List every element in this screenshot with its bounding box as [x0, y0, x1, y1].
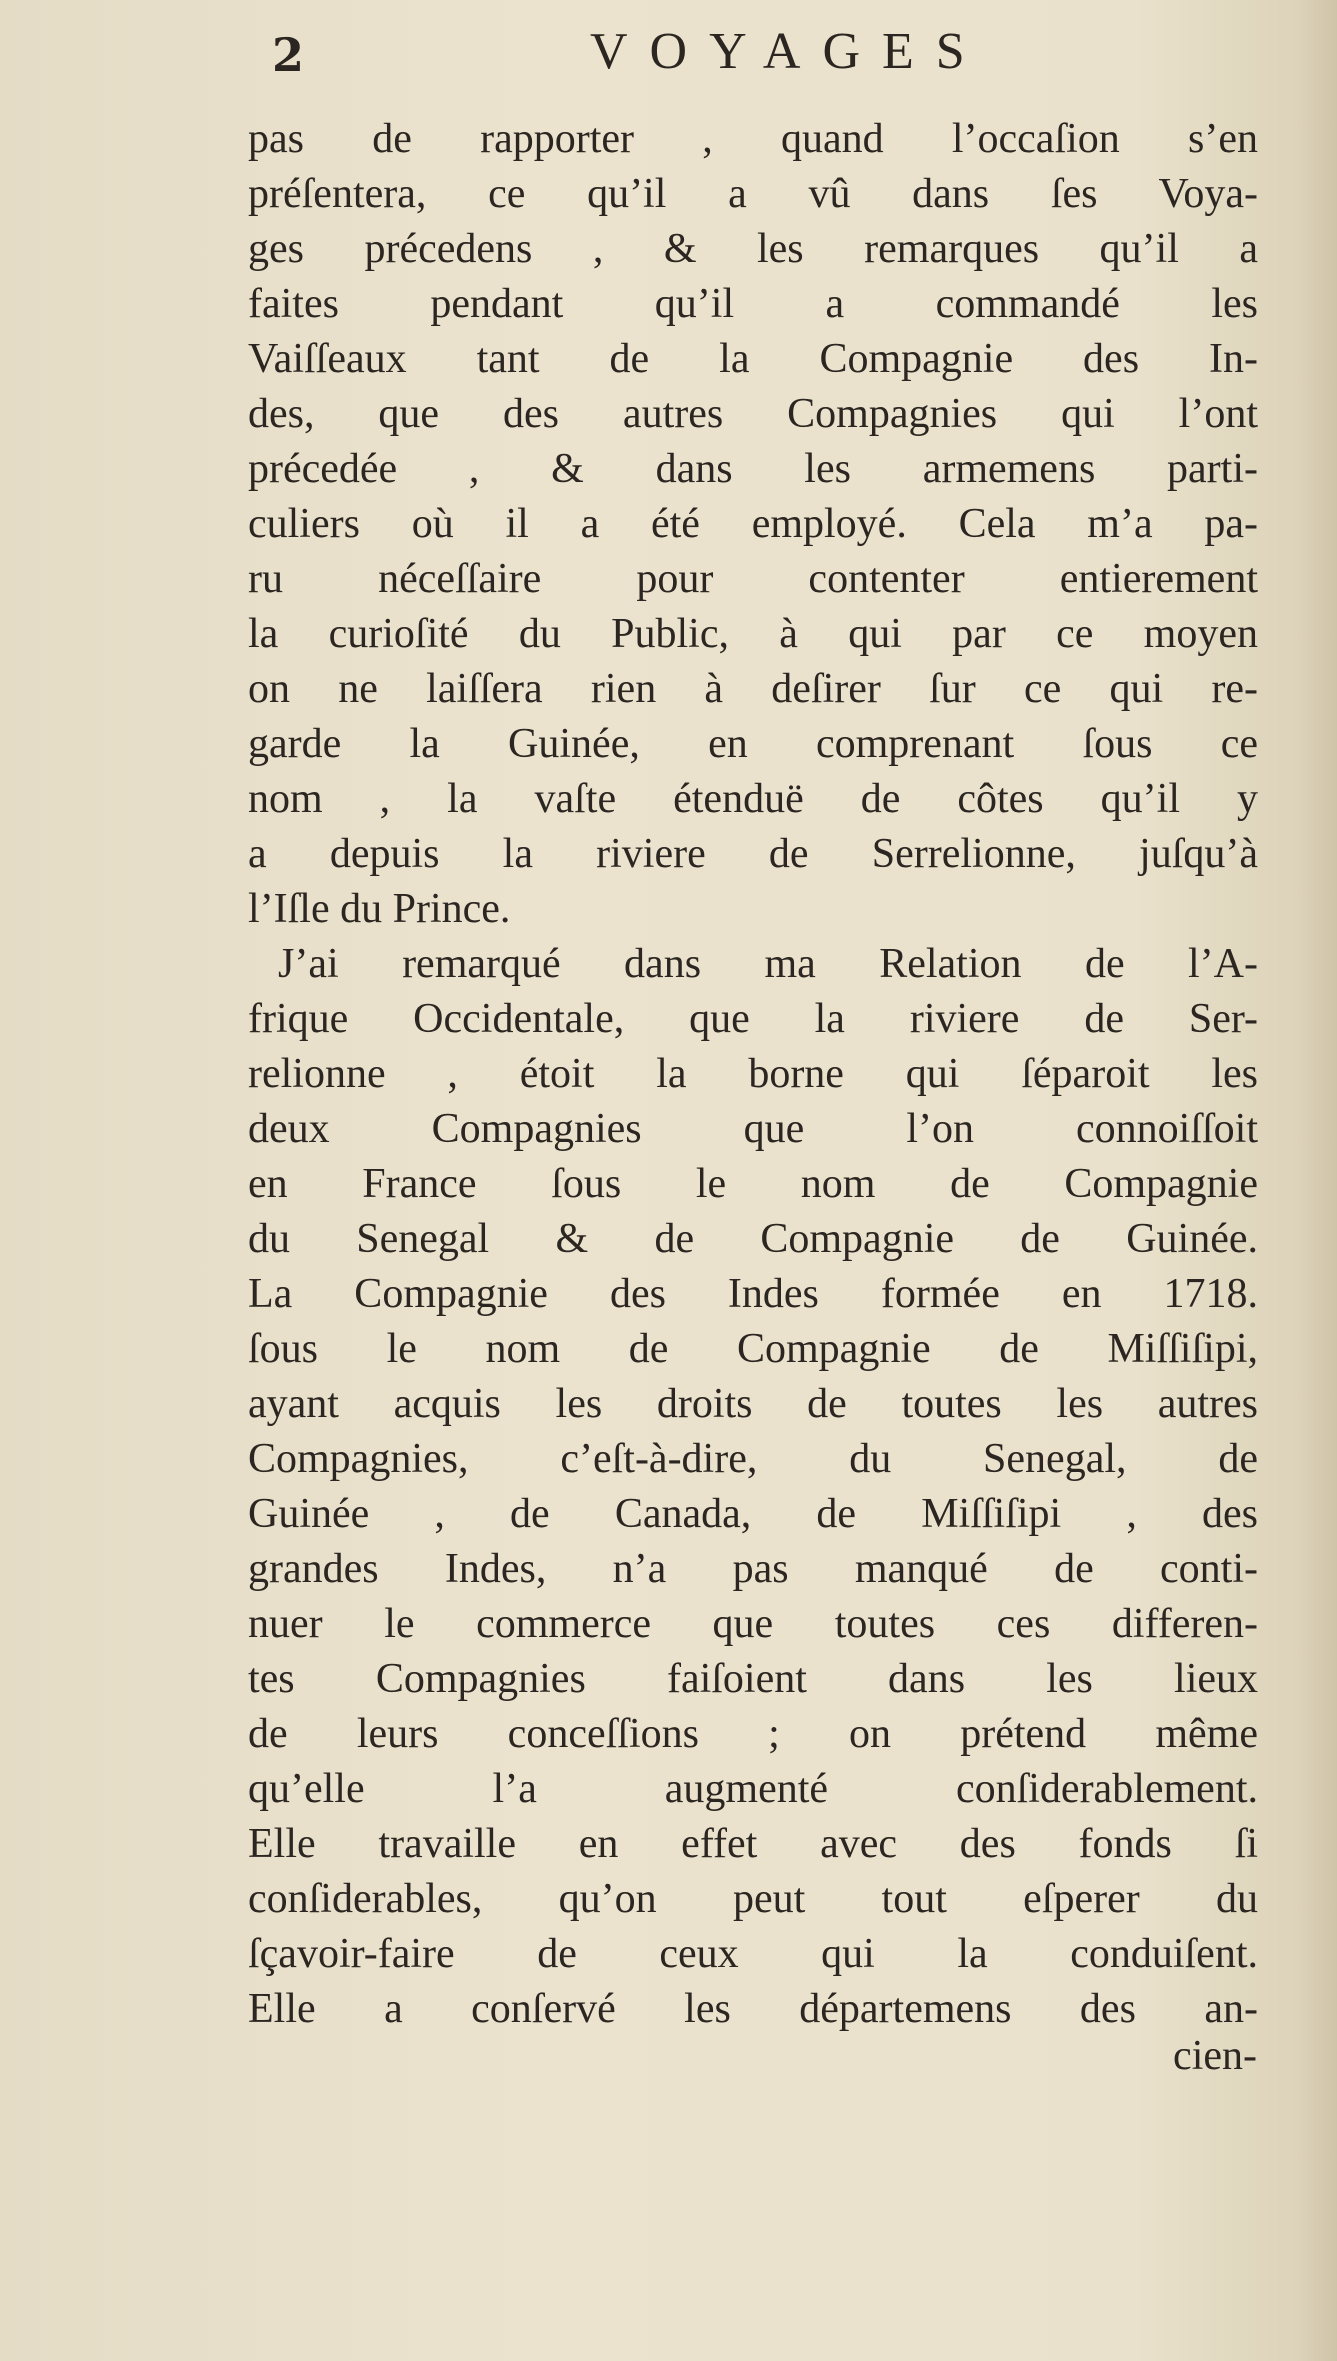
- text-line: ru néceſſaire pour contenter entierement: [248, 556, 1258, 602]
- catchword: cien-: [1173, 2033, 1257, 2079]
- text-line: nom , la vaſte étenduë de côtes qu’il y: [248, 776, 1258, 822]
- text-line: Elle a conſervé les départemens des an-: [248, 1986, 1258, 2032]
- text-line: J’ai remarqué dans ma Relation de l’A-: [278, 941, 1258, 987]
- text-line: en France ſous le nom de Compagnie: [248, 1161, 1258, 1207]
- text-line: préſentera, ce qu’il a vû dans ſes Voya-: [248, 171, 1258, 217]
- text-line: frique Occidentale, que la riviere de Ser-: [248, 996, 1258, 1042]
- text-line: ſous le nom de Compagnie de Miſſiſipi,: [248, 1326, 1258, 1372]
- text-line: nuer le commerce que toutes ces differen-: [248, 1601, 1258, 1647]
- page-number: 2: [272, 28, 305, 82]
- text-line: grandes Indes, n’a pas manqué de conti-: [248, 1546, 1258, 1592]
- text-line: des, que des autres Compagnies qui l’ont: [248, 391, 1258, 437]
- text-line: du Senegal & de Compagnie de Guinée.: [248, 1216, 1258, 1262]
- text-line: Compagnies, c’eſt-à-dire, du Senegal, de: [248, 1436, 1258, 1482]
- text-line: relionne , étoit la borne qui ſéparoit les: [248, 1051, 1258, 1097]
- text-line: conſiderables, qu’on peut tout eſperer du: [248, 1876, 1258, 1922]
- text-line: Vaiſſeaux tant de la Compagnie des In-: [248, 336, 1258, 382]
- text-line: ayant acquis les droits de toutes les autres: [248, 1381, 1258, 1427]
- text-line: La Compagnie des Indes formée en 1718.: [248, 1271, 1258, 1317]
- text-line: ſçavoir-faire de ceux qui la conduiſent.: [248, 1931, 1258, 1977]
- text-line: l’Iſle du Prince.: [248, 886, 511, 932]
- text-line: a depuis la riviere de Serrelionne, juſqu’à: [248, 831, 1258, 877]
- text-line: de leurs conceſſions ; on prétend même: [248, 1711, 1258, 1757]
- text-line: Guinée , de Canada, de Miſſiſipi , des: [248, 1491, 1258, 1537]
- text-line: deux Compagnies que l’on connoiſſoit: [248, 1106, 1258, 1152]
- text-line: précedée , & dans les armemens parti-: [248, 446, 1258, 492]
- text-line: tes Compagnies faiſoient dans les lieux: [248, 1656, 1258, 1702]
- text-line: on ne laiſſera rien à deſirer ſur ce qui re-: [248, 666, 1258, 712]
- text-line: culiers où il a été employé. Cela m’a pa-: [248, 501, 1258, 547]
- text-line: qu’elle l’a augmenté conſiderablement.: [248, 1766, 1258, 1812]
- text-line: pas de rapporter , quand l’occaſion s’en: [248, 116, 1258, 162]
- text-line: faites pendant qu’il a commandé les: [248, 281, 1258, 327]
- body-text: [248, 112, 1258, 2037]
- text-line: garde la Guinée, en comprenant ſous ce: [248, 721, 1258, 767]
- text-line: la curioſité du Public, à qui par ce moyen: [248, 611, 1258, 657]
- text-line: Elle travaille en effet avec des fonds ſi: [248, 1821, 1258, 1867]
- text-line: ges précedens , & les remarques qu’il a: [248, 226, 1258, 272]
- running-title: VOYAGES: [590, 23, 987, 80]
